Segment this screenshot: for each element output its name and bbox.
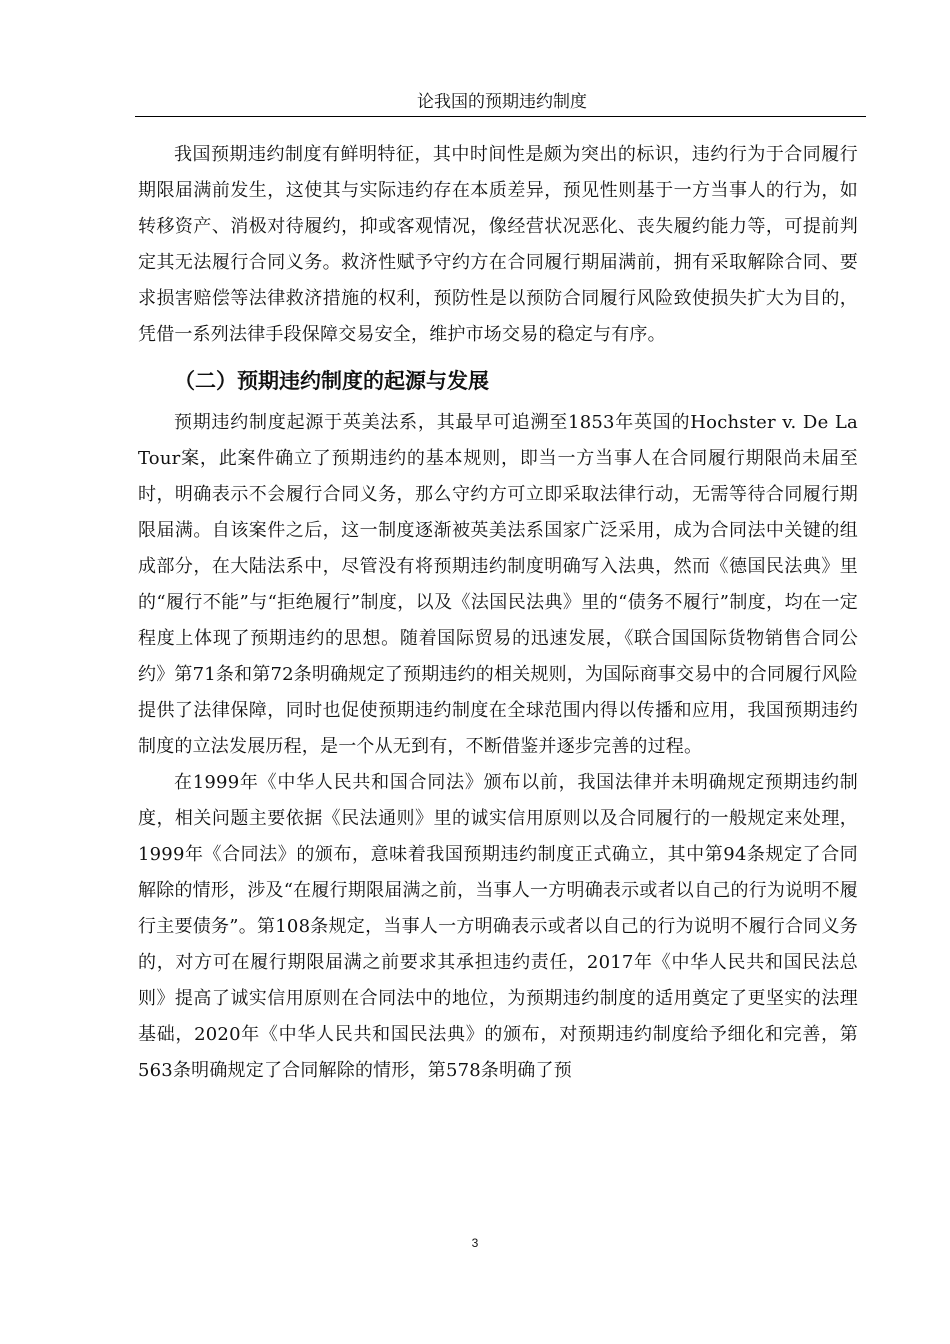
paragraph-characteristics: 我国预期违约制度有鲜明特征，其中时间性是颇为突出的标识，违约行为于合同履行期限届满前发生，这使其与实际违约存在本质差异，预见性则基于一方当事人的行为，如转移资产、消极对待履约，抑或客观情况，像经营状况恶化、丧失履约能力等，可提前判定其无法履行合同义务。救济性赋予守约方在合同履行期届满前，拥有采取解除合同、要求损害赔偿等法律救济措施的权利，预防性是以预防合同履行风险致使损失扩大为目的，凭借一系列法律手段保障交易安全，维护市场交易的稳定与有序。 (138, 144, 858, 345)
page-number: 3 (471, 1236, 479, 1250)
paragraph-legislation: 在1999年《中华人民共和国合同法》颁布以前，我国法律并未明确规定预期违约制度，相关问题主要依据《民法通则》里的诚实信用原则以及合同履行的一般规定来处理，1999年《合同法》的颁布，意味着我国预期违约制度正式确立，其中第94条规定了合同解除的情形，涉及“在履行期限届满之前，当事人一方明确表示或者以自己的行为说明不履行主要债务”。第108条规定，当事人一方明确表示或者以自己的行为说明不履行合同义务的，对方可在履行期限届满之前要求其承担违约责任，2017年《中华人民共和国民法总则》提高了诚实信用原则在合同法中的地位，为预期违约制度的适用奠定了更坚实的法理基础，2020年《中华人民共和国民法典》的颁布，对预期违约制度给予细化和完善，第563条明确规定了合同解除的情形，第578条明确了预 (138, 772, 858, 1081)
header-divider (135, 116, 866, 117)
section-heading: （二）预期违约制度的起源与发展 (174, 369, 489, 393)
running-header-title: 论我国的预期违约制度 (417, 92, 587, 112)
paragraph-origin: 预期违约制度起源于英美法系，其最早可追溯至1853年英国的Hochster v. De La Tour案，此案件确立了预期违约的基本规则，即当一方当事人在合同履行期限尚未届至时，明确表示不会履行合同义务，那么守约方可立即采取法律行动，无需等待合同履行期限届满。自该案件之后，这一制度逐渐被英美法系国家广泛采用，成为合同法中关键的组成部分，在大陆法系中，尽管没有将预期违约制度明确写入法典，然而《德国民法典》里的“履行不能”与“拒绝履行”制度，以及《法国民法典》里的“债务不履行”制度，均在一定程度上体现了预期违约的思想。随着国际贸易的迅速发展，《联合国国际货物销售合同公约》第71条和第72条明确规定了预期违约的相关规则，为国际商事交易中的合同履行风险提供了法律保障，同时也促使预期违约制度在全球范围内得以传播和应用，我国预期违约制度的立法发展历程，是一个从无到有，不断借鉴并逐步完善的过程。 (138, 412, 859, 757)
body-text (138, 137, 858, 1089)
